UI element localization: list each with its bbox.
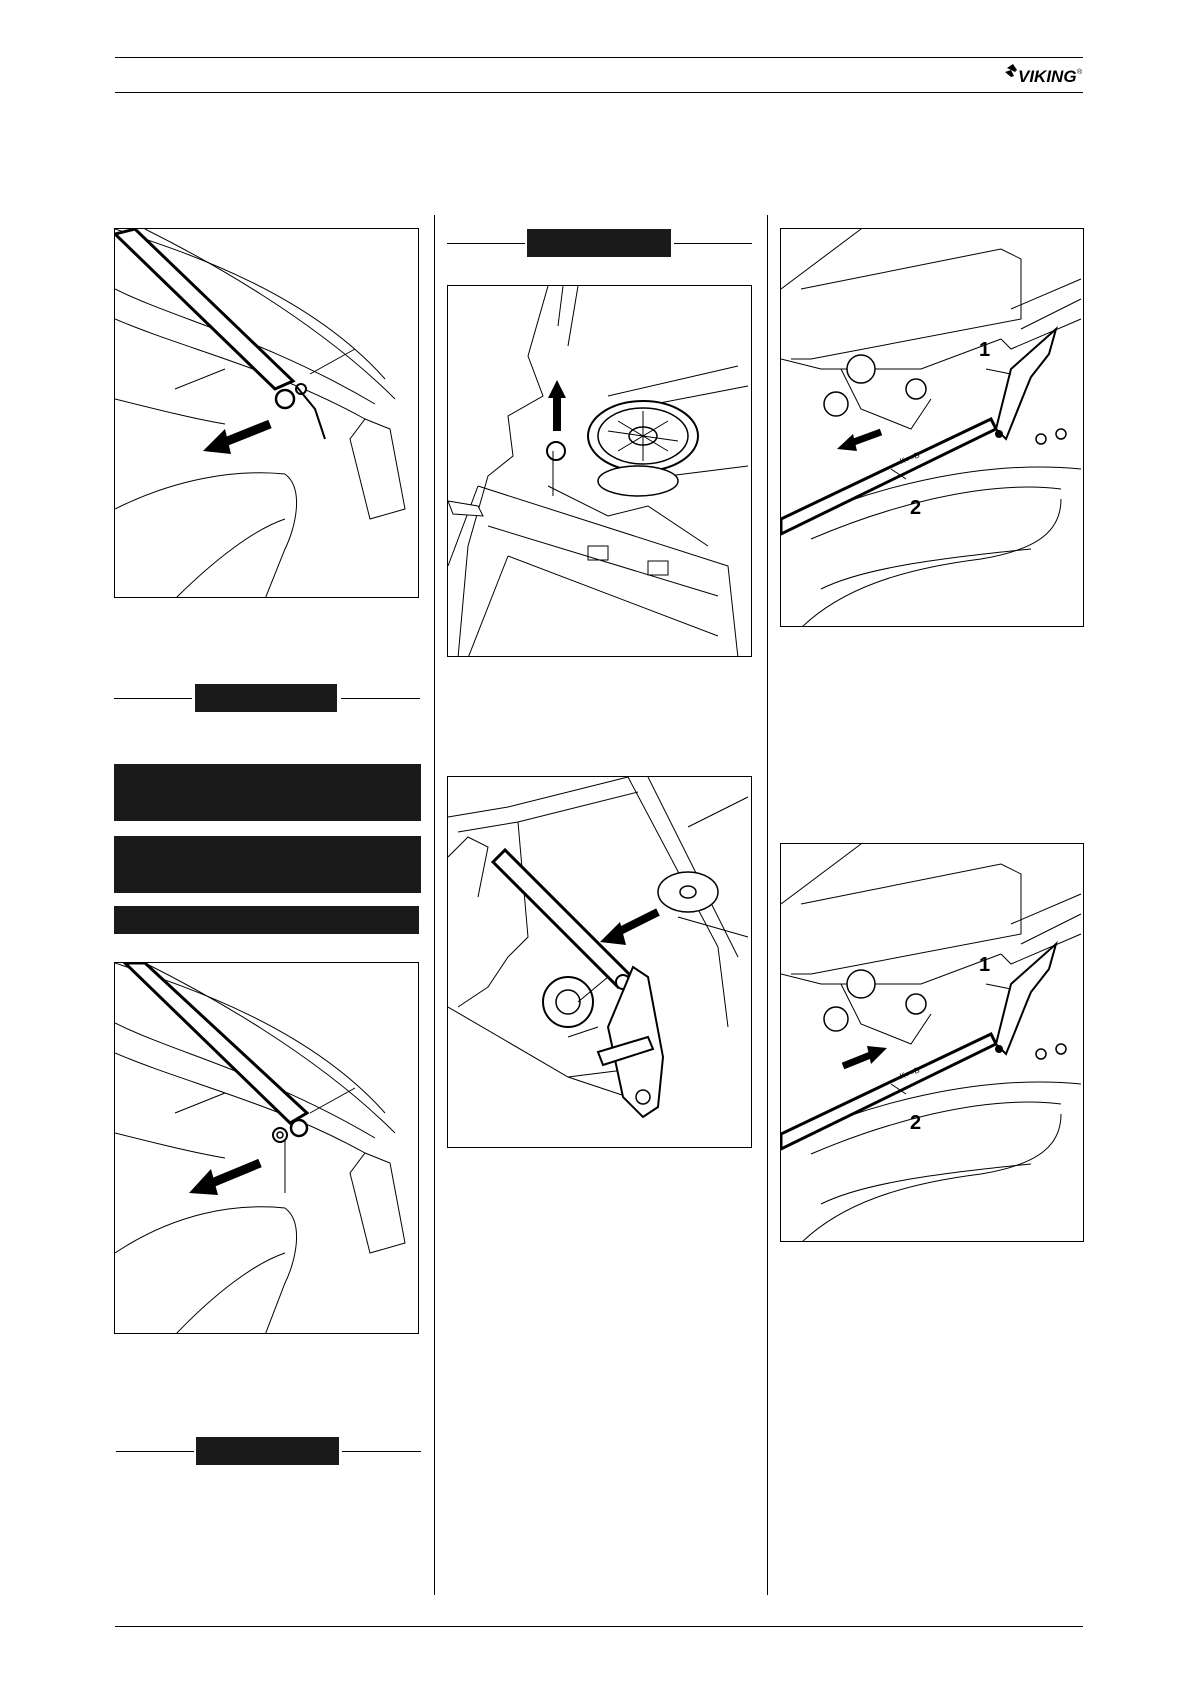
callout-1: 1 bbox=[979, 339, 991, 361]
belt-marking: K○○B bbox=[898, 1065, 921, 1081]
arrow-icon bbox=[843, 1046, 887, 1066]
section-rule-left-3 bbox=[447, 243, 525, 244]
arrow-icon bbox=[189, 1163, 260, 1195]
section-heading-bar-2 bbox=[196, 1437, 339, 1465]
figure-left-bottom bbox=[114, 962, 419, 1334]
notice-bar bbox=[114, 906, 419, 934]
header-rule-bottom bbox=[115, 92, 1083, 93]
figure-middle-top bbox=[447, 285, 752, 657]
arrow-icon bbox=[837, 432, 881, 451]
column-divider-2 bbox=[767, 215, 768, 1595]
arrow-icon bbox=[203, 424, 270, 454]
section-heading-bar bbox=[195, 684, 337, 712]
section-rule-right-3 bbox=[674, 243, 752, 244]
callout-2: 2 bbox=[910, 497, 922, 519]
figure-middle-bottom bbox=[447, 776, 752, 1148]
brand-name: VIKING bbox=[1018, 67, 1077, 86]
header-rule-top bbox=[115, 57, 1083, 58]
notice-box-1 bbox=[114, 764, 421, 821]
arrow-icon bbox=[548, 380, 566, 431]
section-heading-bar-3 bbox=[527, 229, 671, 257]
figure-left-top bbox=[114, 228, 419, 598]
footer-rule bbox=[115, 1626, 1083, 1627]
callout-1: 1 bbox=[979, 954, 991, 976]
brand-mark: ® bbox=[1077, 69, 1083, 76]
section-rule-right bbox=[341, 698, 420, 699]
callout-2: 2 bbox=[910, 1112, 922, 1134]
arrow-icon bbox=[600, 912, 658, 945]
figure-right-bottom bbox=[780, 843, 1084, 1242]
column-divider-1 bbox=[434, 215, 435, 1595]
section-rule-left bbox=[114, 698, 192, 699]
figure-right-top bbox=[780, 228, 1084, 627]
section-rule-left-2 bbox=[116, 1451, 194, 1452]
section-rule-right-2 bbox=[342, 1451, 421, 1452]
notice-box-2 bbox=[114, 836, 421, 893]
belt-marking: K○○B bbox=[898, 450, 921, 466]
